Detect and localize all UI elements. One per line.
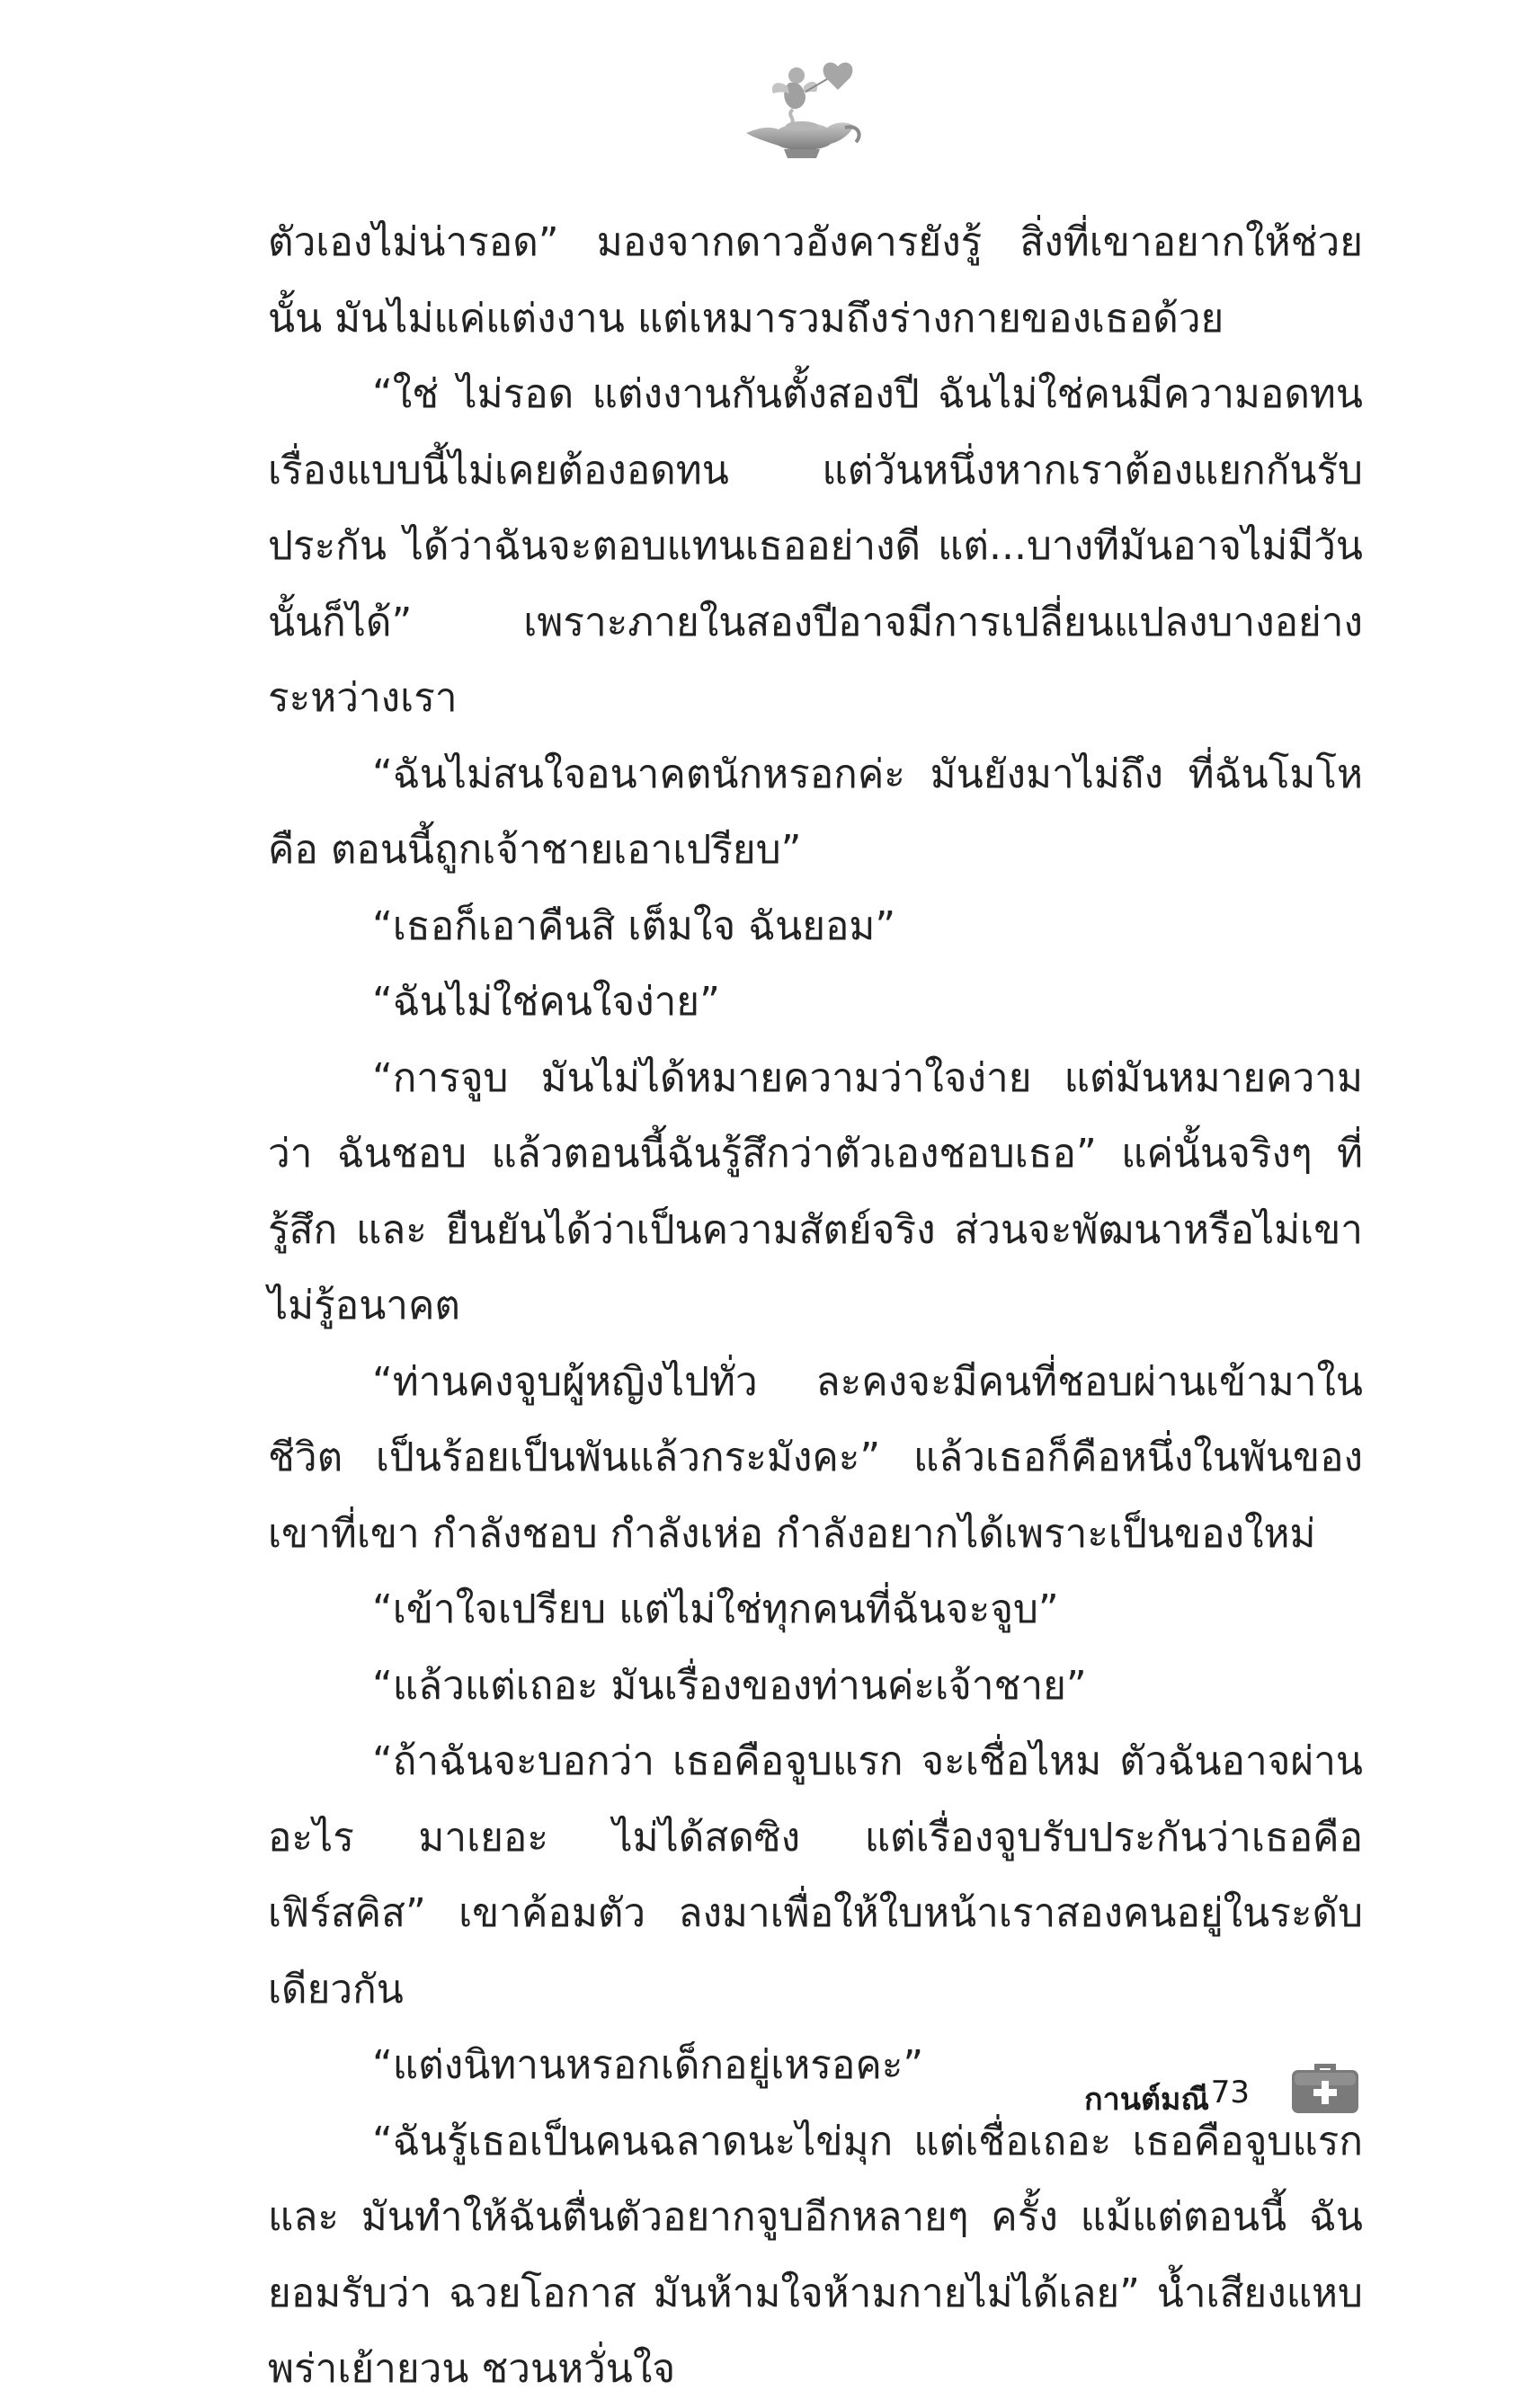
paragraph: “แต่งนิทานหรอกเด็กอยู่เหรอคะ” <box>372 2042 924 2088</box>
paragraph: “เข้าใจเปรียบ แต่ไม่ใช่ทุกคนที่ฉันจะจูบ” <box>372 1586 1059 1632</box>
paragraph: “ท่านคงจูบผู้หญิงไปทั่ว ละคงจะมีคนที่ชอบผ่านเข้ามาในชีวิต เป็นร้อยเป็นพันแล้วกระมังคะ” แล้วเธอก็คือหนึ่งในพันของเขาที่เขา กำลังชอบ กำลังเห่อ กำลังอยากได้เพราะเป็นของใหม่ <box>268 1358 1363 1557</box>
paragraph: “ถ้าฉันจะบอกว่า เธอคือจูบแรก จะเชื่อไหม ตัวฉันอาจผ่านอะไร มาเยอะ ไม่ได้สดซิง แต่เรื่องจูบรับประกันว่าเธอคือเฟิร์สคิส” เขาค้อมตัว ลงมาเพื่อให้ใบหน้าเราสองคนอยู่ในระดับเดียวกัน <box>268 1738 1363 2013</box>
paragraph: “ฉันไม่ใช่คนใจง่าย” <box>372 979 720 1025</box>
medical-kit-icon <box>1289 2058 1361 2116</box>
paragraph: “ฉันรู้เธอเป็นคนฉลาดนะไข่มุก แต่เชื่อเถอะ เธอคือจูบแรก และ มันทำให้ฉันตื่นตัวอยากจูบอีกหลายๆ ครั้ง แม้แต่ตอนนี้ ฉันยอมรับว่า ฉวยโอกาส มันห้ามใจห้ามกายไม่ได้เลย” น้ำเสียงแหบพร่าเย้ายวน ชวนหวั่นใจ <box>268 2118 1363 2392</box>
paragraph: “ใช่ ไม่รอด แต่งงานกันตั้งสองปี ฉันไม่ใช่คนมีความอดทน เรื่องแบบนี้ไม่เคยต้องอดทน แต่วันหนึ่งหากเราต้องแยกกันรับประกัน ได้ว่าฉันจะตอบแทนเธออย่างดี แต่...บางทีมันอาจไม่มีวันนั้นก็ได้” เพราะภายในสองปีอาจมีการเปลี่ยนแปลงบางอย่างระหว่างเรา <box>268 371 1363 721</box>
paragraph: “แล้วแต่เถอะ มันเรื่องของท่านค่ะเจ้าชาย” <box>372 1662 1087 1709</box>
page-number: 73 <box>1210 2075 1250 2110</box>
paragraph: “ฉันไม่สนใจอนาคตนักหรอกค่ะ มันยังมาไม่ถึง ที่ฉันโมโหคือ ตอนนี้ถูกเจ้าชายเอาเปรียบ” <box>268 751 1363 873</box>
paragraph: “เธอก็เอาคืนสิ เต็มใจ ฉันยอม” <box>372 902 896 949</box>
magic-lamp-cupid-ornament-icon <box>737 56 872 164</box>
paragraph: ตัวเองไม่น่ารอด” มองจากดาวอังคารยังรู้ สิ่งที่เขาอยากให้ช่วยนั้น มันไม่แค่แต่งงาน แต่เหมารวมถึงร่างกายของเธอด้วย <box>268 219 1363 342</box>
paragraph: “การจูบ มันไม่ได้หมายความว่าใจง่าย แต่มันหมายความว่า ฉันชอบ แล้วตอนนี้ฉันรู้สึกว่าตัวเองชอบเธอ” แค่นั้นจริงๆ ที่รู้สึก และ ยืนยันได้ว่าเป็นความสัตย์จริง ส่วนจะพัฒนาหรือไม่เขาไม่รู้อนาคต <box>268 1054 1363 1328</box>
book-title: กานต์มณี <box>1084 2082 1209 2118</box>
